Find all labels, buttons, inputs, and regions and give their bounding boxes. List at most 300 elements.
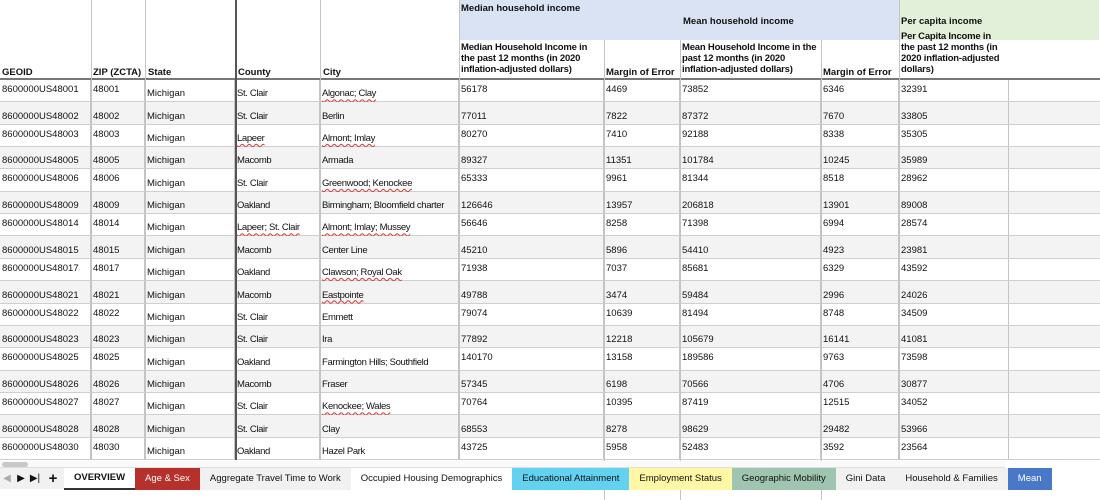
cell-median[interactable] [459, 214, 604, 235]
cell-mean[interactable] [680, 326, 821, 347]
cell-moe2[interactable] [821, 102, 899, 123]
cell-county[interactable] [235, 169, 320, 190]
cell-mean[interactable] [680, 348, 821, 369]
pc-value: 35989 [901, 155, 928, 167]
moe2-value: 2996 [823, 289, 845, 301]
median-value: 70764 [461, 396, 488, 408]
cell-pc[interactable] [899, 102, 1009, 123]
cell-state[interactable] [145, 214, 235, 235]
mean-value: 98629 [682, 423, 709, 435]
cell-county[interactable] [235, 326, 320, 347]
cell-median[interactable] [459, 236, 604, 257]
table-row [0, 371, 1100, 393]
median-value: 45210 [461, 244, 488, 256]
county-value: Oakland [237, 200, 270, 212]
zip-value: 48005 [93, 155, 120, 167]
cell-zip[interactable] [91, 192, 145, 213]
cell-state[interactable] [145, 438, 235, 459]
cell-moe2[interactable] [821, 214, 899, 235]
moe2-value: 3592 [823, 441, 845, 453]
sheet-tab[interactable]: Educational Attainment [512, 468, 629, 490]
median-value: 56178 [461, 84, 488, 95]
cell-median[interactable] [459, 102, 604, 123]
cell-moe2[interactable] [821, 236, 899, 257]
cell-median[interactable] [459, 438, 604, 459]
state-value: Michigan [147, 177, 186, 189]
mean-value: 189586 [682, 352, 714, 364]
sheet-tab[interactable]: Household & Families [895, 468, 1007, 490]
zip-value: 48015 [93, 244, 120, 256]
moe2-value: 10245 [823, 155, 850, 167]
cell-geoid[interactable] [0, 348, 91, 369]
mean-value: 85681 [682, 262, 709, 274]
mean-value: 101784 [682, 155, 714, 167]
cell-moe1[interactable] [604, 147, 680, 168]
cell-county[interactable] [235, 102, 320, 123]
cell-county[interactable] [235, 236, 320, 257]
cell-moe2[interactable] [821, 438, 899, 459]
cell-county[interactable] [235, 259, 320, 280]
sheet-tab[interactable]: Age & Sex [135, 468, 200, 490]
cell-state[interactable] [145, 80, 235, 101]
cell-zip[interactable] [91, 169, 145, 190]
header-moe-mean[interactable]: Margin of Error [823, 67, 892, 78]
county-value: St. Clair [237, 401, 268, 413]
cell-mean[interactable] [680, 371, 821, 392]
cell-median[interactable] [459, 147, 604, 168]
cell-moe2[interactable] [821, 192, 899, 213]
header-geoid[interactable]: GEOID [2, 67, 33, 78]
cell-county[interactable] [235, 415, 320, 436]
moe2-value: 6329 [823, 262, 845, 274]
county-value: Macomb [237, 155, 272, 167]
cell-geoid[interactable] [0, 236, 91, 257]
cell-city[interactable] [320, 281, 459, 302]
geoid-value: 8600000US48022 [2, 307, 79, 319]
moe2-value: 8518 [823, 173, 845, 185]
cell-geoid[interactable] [0, 281, 91, 302]
median-value: 89327 [461, 155, 488, 167]
cell-median[interactable] [459, 125, 604, 146]
cell-zip[interactable] [91, 415, 145, 436]
table-row [0, 192, 1100, 214]
geoid-value: 8600000US48006 [2, 173, 79, 185]
cell-median[interactable] [459, 80, 604, 101]
county-value: St. Clair [237, 311, 268, 323]
geoid-value: 8600000US48025 [2, 352, 79, 364]
pc-value: 53966 [901, 423, 928, 435]
geoid-value: 8600000US48023 [2, 334, 79, 346]
cell-moe2[interactable] [821, 125, 899, 146]
cell-mean[interactable] [680, 438, 821, 459]
city-value: Armada [322, 155, 354, 167]
cell-moe1[interactable] [604, 102, 680, 123]
cell-median[interactable] [459, 169, 604, 190]
header-zip[interactable]: ZIP (ZCTA) [93, 67, 142, 78]
geoid-value: 8600000US48017 [2, 262, 79, 274]
cell-city[interactable] [320, 393, 459, 414]
zip-value: 48030 [93, 441, 120, 453]
cell-county[interactable] [235, 192, 320, 213]
header-mean[interactable]: Mean Household Income in the past 12 months (in 2020 inflation-adjusted dollars) [682, 42, 817, 75]
cell-city[interactable] [320, 147, 459, 168]
pc-value: 32391 [901, 84, 928, 95]
cell-moe1[interactable] [604, 259, 680, 280]
cell-zip[interactable] [91, 102, 145, 123]
cell-city[interactable] [320, 214, 459, 235]
cell-median[interactable] [459, 371, 604, 392]
cell-state[interactable] [145, 236, 235, 257]
cell-median[interactable] [459, 281, 604, 302]
cell-geoid[interactable] [0, 169, 91, 190]
cell-city[interactable] [320, 192, 459, 213]
cell-moe2[interactable] [821, 326, 899, 347]
cell-moe2[interactable] [821, 371, 899, 392]
cell-zip[interactable] [91, 348, 145, 369]
median-value: 57345 [461, 378, 488, 390]
zip-value: 48027 [93, 396, 120, 408]
cell-median[interactable] [459, 192, 604, 213]
cell-moe2[interactable] [821, 415, 899, 436]
county-value: Macomb [237, 289, 272, 301]
cell-pc[interactable] [899, 192, 1009, 213]
state-value: Michigan [147, 244, 186, 256]
cell-city[interactable] [320, 326, 459, 347]
cell-moe1[interactable] [604, 415, 680, 436]
city-value: Hazel Park [322, 445, 365, 457]
header-per-capita[interactable]: Per Capita Income in the past 12 months (in 2020 inflation-adjusted dollars) [901, 31, 1000, 75]
city-value: Fraser [322, 378, 348, 390]
cell-mean[interactable] [680, 393, 821, 414]
sheet-tab[interactable]: Aggregate Travel Time to Work [200, 468, 351, 490]
cell-median[interactable] [459, 393, 604, 414]
state-value: Michigan [147, 401, 186, 413]
cell-city[interactable] [320, 259, 459, 280]
state-value: Michigan [147, 378, 186, 390]
cell-mean[interactable] [680, 125, 821, 146]
moe1-value: 10639 [606, 307, 633, 319]
pc-value: 30877 [901, 378, 928, 390]
cell-state[interactable] [145, 304, 235, 325]
moe1-value: 12218 [606, 334, 633, 346]
cell-geoid[interactable] [0, 125, 91, 146]
cell-geoid[interactable] [0, 438, 91, 459]
cell-mean[interactable] [680, 236, 821, 257]
moe1-value: 9961 [606, 173, 628, 185]
cell-pc[interactable] [899, 80, 1009, 101]
pc-value: 24026 [901, 289, 928, 301]
group-per-capita-header: Per capita income [901, 16, 983, 27]
next-sheet-icon[interactable]: ▶ [17, 473, 25, 484]
header-median[interactable]: Median Household Income in the past 12 months (in 2020 inflation-adjusted dollars) [461, 42, 588, 75]
cell-state[interactable] [145, 415, 235, 436]
cell-pc[interactable] [899, 326, 1009, 347]
cell-zip[interactable] [91, 281, 145, 302]
city-value: Birmingham; Bloomfield charter [322, 200, 445, 212]
cell-mean[interactable] [680, 415, 821, 436]
cell-state[interactable] [145, 281, 235, 302]
cell-moe1[interactable] [604, 371, 680, 392]
cell-geoid[interactable] [0, 147, 91, 168]
cell-state[interactable] [145, 348, 235, 369]
cell-moe1[interactable] [604, 348, 680, 369]
cell-pc[interactable] [899, 214, 1009, 235]
cell-moe2[interactable] [821, 169, 899, 190]
cell-pc[interactable] [899, 348, 1009, 369]
cell-mean[interactable] [680, 281, 821, 302]
pc-value: 28962 [901, 173, 928, 185]
moe1-value: 7822 [606, 110, 628, 122]
cell-county[interactable] [235, 393, 320, 414]
cell-zip[interactable] [91, 80, 145, 101]
cell-geoid[interactable] [0, 393, 91, 414]
state-value: Michigan [147, 311, 186, 323]
zip-value: 48023 [93, 334, 120, 346]
cell-zip[interactable] [91, 393, 145, 414]
cell-moe2[interactable] [821, 393, 899, 414]
cell-moe2[interactable] [821, 304, 899, 325]
cell-state[interactable] [145, 147, 235, 168]
cell-pc[interactable] [899, 236, 1009, 257]
cell-mean[interactable] [680, 102, 821, 123]
cell-city[interactable] [320, 371, 459, 392]
cell-county[interactable] [235, 125, 320, 146]
cell-median[interactable] [459, 415, 604, 436]
cell-zip[interactable] [91, 125, 145, 146]
cell-moe2[interactable] [821, 80, 899, 101]
cell-city[interactable] [320, 415, 459, 436]
header-city[interactable]: City [323, 67, 341, 78]
cell-mean[interactable] [680, 259, 821, 280]
cell-mean[interactable] [680, 80, 821, 101]
table-row [0, 102, 1100, 124]
group-median-header: Median household income [461, 3, 581, 14]
header-state[interactable]: State [148, 67, 172, 78]
cell-mean[interactable] [680, 304, 821, 325]
city-value: Ira [322, 334, 333, 346]
zip-value: 48009 [93, 200, 120, 212]
cell-moe2[interactable] [821, 348, 899, 369]
county-value: St. Clair [237, 334, 268, 346]
cell-state[interactable] [145, 393, 235, 414]
state-value: Michigan [147, 423, 186, 435]
cell-city[interactable] [320, 438, 459, 459]
cell-median[interactable] [459, 304, 604, 325]
median-value: 77892 [461, 334, 488, 346]
cell-state[interactable] [145, 192, 235, 213]
cell-county[interactable] [235, 147, 320, 168]
cell-geoid[interactable] [0, 214, 91, 235]
cell-pc[interactable] [899, 304, 1009, 325]
cell-state[interactable] [145, 259, 235, 280]
county-value: Macomb [237, 378, 272, 390]
cell-median[interactable] [459, 348, 604, 369]
header-moe-median[interactable]: Margin of Error [606, 67, 675, 78]
cell-moe1[interactable] [604, 169, 680, 190]
cell-median[interactable] [459, 326, 604, 347]
state-value: Michigan [147, 267, 186, 279]
median-value: 65333 [461, 173, 488, 185]
table-row [0, 125, 1100, 147]
sheet-tab[interactable]: Mean [1008, 468, 1052, 490]
last-sheet-icon[interactable]: ▶| [29, 473, 41, 484]
cell-moe1[interactable] [604, 438, 680, 459]
prev-sheet-icon[interactable]: ◀ [3, 473, 11, 484]
sheet-tab[interactable]: Occupied Housing Demographics [351, 468, 513, 490]
zip-value: 48017 [93, 262, 120, 274]
header-county[interactable]: County [238, 67, 271, 78]
city-value: Almont; Imlay; Mussey [322, 222, 411, 234]
cell-geoid[interactable] [0, 259, 91, 280]
cell-zip[interactable] [91, 371, 145, 392]
cell-moe1[interactable] [604, 125, 680, 146]
add-sheet-icon[interactable]: + [48, 470, 58, 487]
geoid-value: 8600000US48021 [2, 289, 79, 301]
moe1-value: 8258 [606, 218, 628, 230]
table-row [0, 304, 1100, 326]
cell-pc[interactable] [899, 371, 1009, 392]
cell-zip[interactable] [91, 147, 145, 168]
mean-value: 81494 [682, 307, 709, 319]
cell-geoid[interactable] [0, 304, 91, 325]
cell-moe2[interactable] [821, 281, 899, 302]
zip-value: 48028 [93, 423, 120, 435]
mean-value: 105679 [682, 334, 714, 346]
cell-county[interactable] [235, 371, 320, 392]
cell-pc[interactable] [899, 415, 1009, 436]
moe2-value: 9763 [823, 352, 845, 364]
cell-city[interactable] [320, 102, 459, 123]
cell-pc[interactable] [899, 438, 1009, 459]
cell-city[interactable] [320, 236, 459, 257]
cell-moe1[interactable] [604, 326, 680, 347]
cell-county[interactable] [235, 281, 320, 302]
cell-county[interactable] [235, 214, 320, 235]
cell-zip[interactable] [91, 259, 145, 280]
cell-zip[interactable] [91, 438, 145, 459]
cell-state[interactable] [145, 371, 235, 392]
pc-value: 43592 [901, 262, 928, 274]
cell-pc[interactable] [899, 393, 1009, 414]
cell-pc[interactable] [899, 281, 1009, 302]
cell-moe1[interactable] [604, 304, 680, 325]
moe2-value: 16141 [823, 334, 850, 346]
table-row [0, 326, 1100, 348]
cell-city[interactable] [320, 125, 459, 146]
cell-mean[interactable] [680, 214, 821, 235]
cell-moe1[interactable] [604, 192, 680, 213]
zip-value: 48003 [93, 128, 120, 140]
cell-moe2[interactable] [821, 259, 899, 280]
mean-value: 52483 [682, 441, 709, 453]
cell-city[interactable] [320, 169, 459, 190]
cell-mean[interactable] [680, 192, 821, 213]
cell-state[interactable] [145, 125, 235, 146]
cell-zip[interactable] [91, 214, 145, 235]
pc-value: 41081 [901, 334, 928, 346]
cell-pc[interactable] [899, 125, 1009, 146]
cell-moe1[interactable] [604, 393, 680, 414]
cell-pc[interactable] [899, 169, 1009, 190]
cell-city[interactable] [320, 348, 459, 369]
mean-value: 73852 [682, 84, 709, 95]
moe2-value: 8748 [823, 307, 845, 319]
table-row [0, 393, 1100, 415]
geoid-value: 8600000US48028 [2, 423, 79, 435]
cell-geoid[interactable] [0, 102, 91, 123]
cell-zip[interactable] [91, 236, 145, 257]
zip-value: 48001 [93, 84, 120, 95]
cell-mean[interactable] [680, 147, 821, 168]
cell-moe1[interactable] [604, 214, 680, 235]
pc-value: 33805 [901, 110, 928, 122]
mean-value: 92188 [682, 128, 709, 140]
cell-city[interactable] [320, 80, 459, 101]
city-value: Algonac; Clay [322, 88, 377, 100]
cell-median[interactable] [459, 259, 604, 280]
table-row [0, 415, 1100, 437]
cell-state[interactable] [145, 169, 235, 190]
cell-county[interactable] [235, 304, 320, 325]
header-rows [0, 0, 1100, 80]
cell-zip[interactable] [91, 304, 145, 325]
median-value: 49788 [461, 289, 488, 301]
pc-value: 23564 [901, 441, 928, 453]
cell-state[interactable] [145, 326, 235, 347]
pc-value: 34052 [901, 396, 928, 408]
cell-moe1[interactable] [604, 281, 680, 302]
moe1-value: 7410 [606, 128, 628, 140]
moe2-value: 29482 [823, 423, 850, 435]
median-value: 140170 [461, 352, 493, 364]
sheet-tab[interactable]: Geographic Mobility [732, 468, 836, 490]
cell-geoid[interactable] [0, 192, 91, 213]
cell-county[interactable] [235, 438, 320, 459]
moe2-value: 6994 [823, 218, 845, 230]
sheet-tab[interactable]: Employment Status [629, 468, 731, 490]
cell-geoid[interactable] [0, 80, 91, 101]
cell-geoid[interactable] [0, 415, 91, 436]
zip-value: 48002 [93, 110, 120, 122]
state-value: Michigan [147, 289, 186, 301]
cell-city[interactable] [320, 304, 459, 325]
cell-mean[interactable] [680, 169, 821, 190]
city-value: Greenwood; Kenockee [322, 177, 412, 189]
sheet-tab[interactable]: OVERVIEW [64, 468, 135, 490]
geoid-value: 8600000US48005 [2, 155, 79, 167]
cell-state[interactable] [145, 102, 235, 123]
cell-moe1[interactable] [604, 236, 680, 257]
cell-moe2[interactable] [821, 147, 899, 168]
cell-geoid[interactable] [0, 326, 91, 347]
cell-zip[interactable] [91, 326, 145, 347]
cell-geoid[interactable] [0, 371, 91, 392]
state-value: Michigan [147, 445, 186, 457]
moe1-value: 3474 [606, 289, 628, 301]
cell-county[interactable] [235, 80, 320, 101]
cell-pc[interactable] [899, 259, 1009, 280]
sheet-tab[interactable]: Gini Data [836, 468, 896, 490]
city-value: Berlin [322, 110, 345, 122]
moe2-value: 12515 [823, 396, 850, 408]
cell-moe1[interactable] [604, 80, 680, 101]
mean-value: 54410 [682, 244, 709, 256]
moe1-value: 5958 [606, 441, 628, 453]
cell-pc[interactable] [899, 147, 1009, 168]
cell-county[interactable] [235, 348, 320, 369]
pc-value: 28574 [901, 218, 928, 230]
moe1-value: 13158 [606, 352, 633, 364]
